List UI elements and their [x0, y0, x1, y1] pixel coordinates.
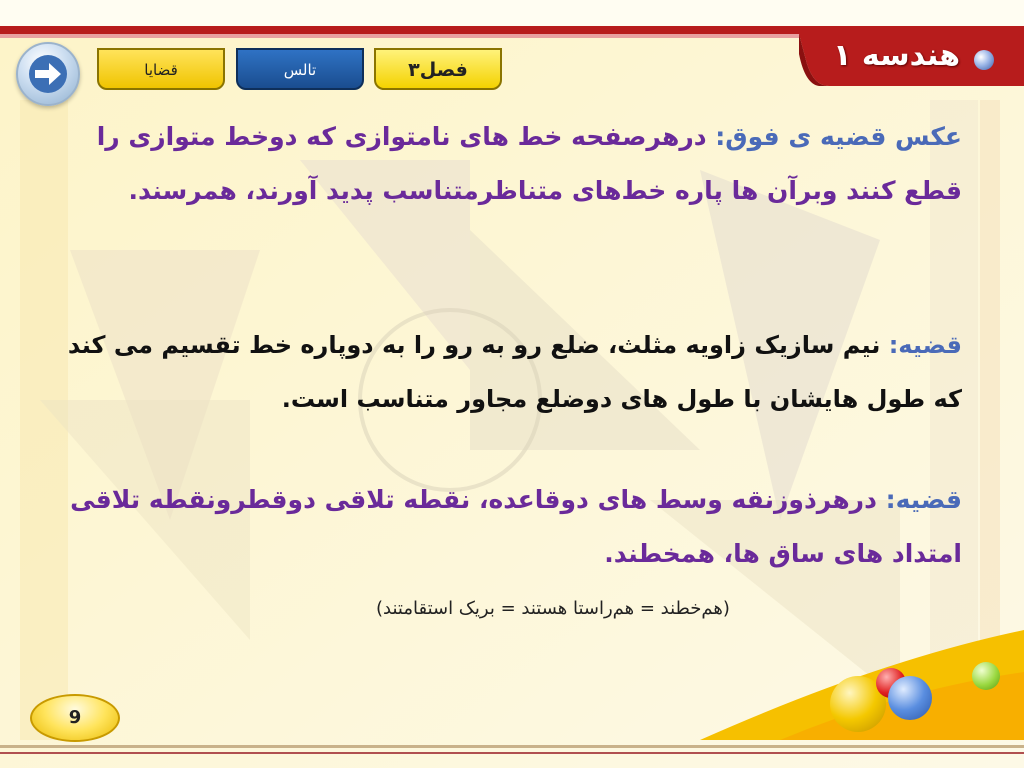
trapezoid-label: قضیه:: [885, 485, 962, 514]
collinear-note: (هم‌خطند = هم‌راستا هستند = بریک استقامتند): [376, 598, 730, 619]
next-button[interactable]: [16, 42, 80, 106]
forward-arrow-icon: [26, 52, 70, 96]
tab-chapter-3[interactable]: فصل۳: [374, 48, 502, 90]
slide-title: هندسه ۱: [833, 38, 960, 73]
decoration-ball-green: [972, 662, 1000, 690]
page-number: 9: [30, 694, 120, 742]
footer-red-line: [0, 752, 1024, 754]
converse-theorem-paragraph: [62, 110, 962, 218]
trapezoid-paragraph: [62, 473, 962, 581]
bullet-icon: [974, 50, 994, 70]
footer-divider: [0, 745, 1024, 748]
header-red-bar: [0, 26, 1024, 34]
converse-theorem-label: عکس قضیه ی فوق:: [715, 122, 962, 151]
angle-bisector-text: نیم سازیک زاویه مثلث، ضلع رو به رو را به دوپاره خط تقسیم می کند که طول هایشان با طول های دوضلع مجاور متناسب است.: [67, 331, 962, 413]
angle-bisector-label: قضیه:: [888, 331, 962, 359]
trapezoid-text: درهرذوزنقه وسط های دوقاعده، نقطه تلاقی دوقطرونقطه تلاقی امتداد های ساق ها، همخطند.: [70, 485, 962, 568]
converse-theorem-text: درهرصفحه خط های نامتوازی که دوخط متوازی را قطع کنند وبرآن ها پاره خط‌های متناظرمتناسب پدید آورند، همرسند.: [96, 122, 962, 205]
tab-theorems[interactable]: قضایا: [97, 48, 225, 90]
angle-bisector-paragraph: [62, 318, 962, 426]
tab-thales[interactable]: تالس: [236, 48, 364, 90]
decoration-ball-blue: [888, 676, 932, 720]
